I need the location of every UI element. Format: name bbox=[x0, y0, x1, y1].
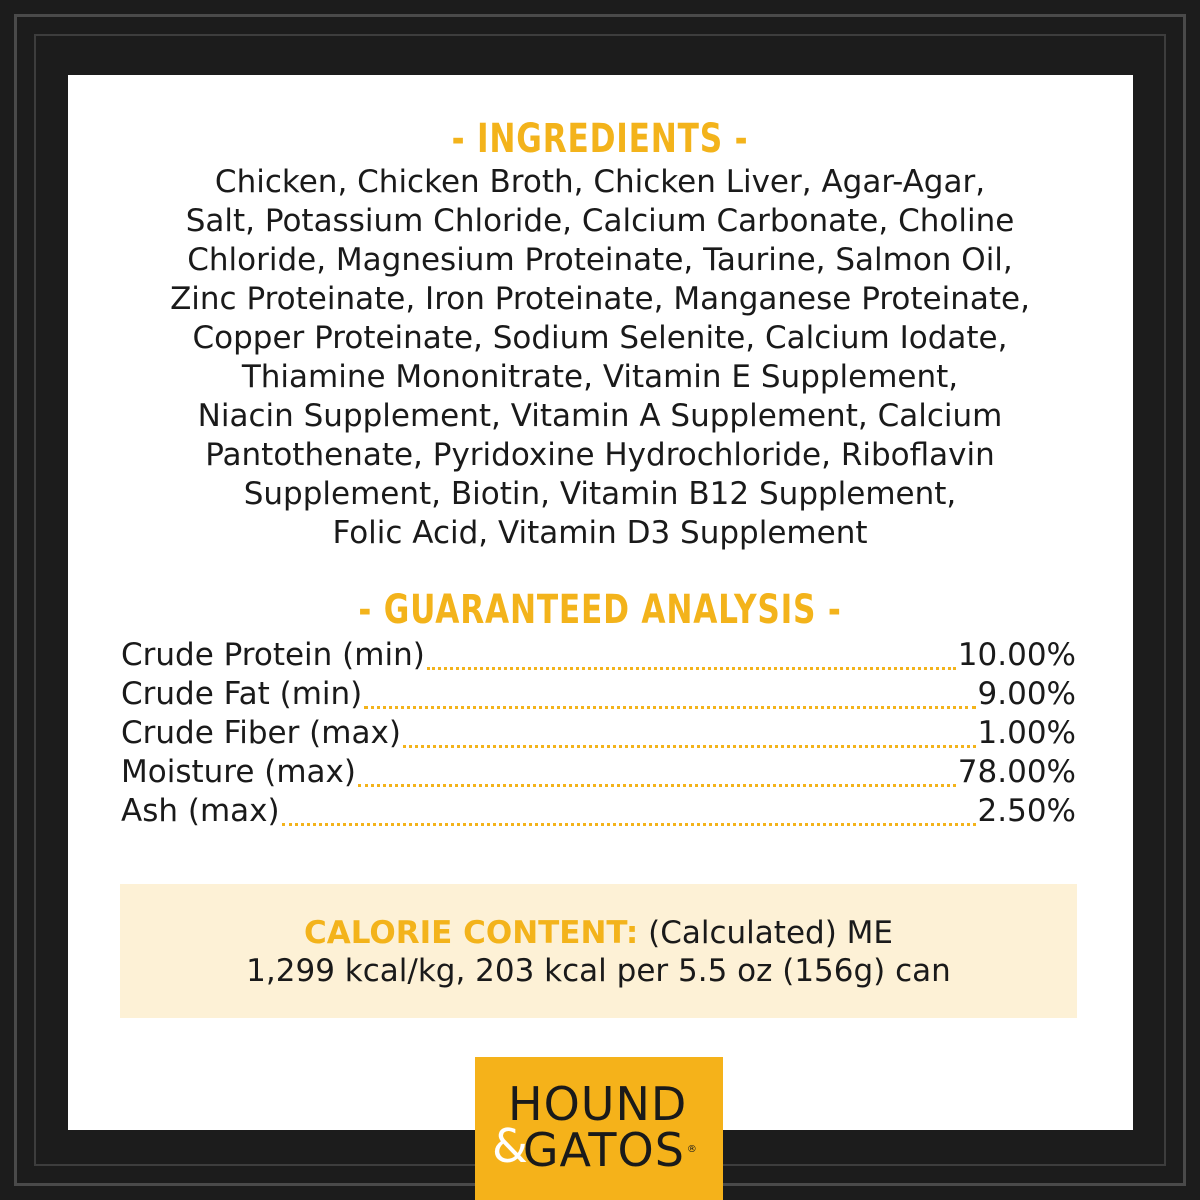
registered-mark: ® bbox=[686, 1144, 698, 1155]
analysis-value: 78.00% bbox=[957, 754, 1076, 790]
logo-word: GATOS bbox=[522, 1123, 685, 1177]
logo-ampersand: & bbox=[492, 1119, 529, 1173]
ingredients-list bbox=[90, 163, 1110, 553]
ingredients-line: Supplement, Biotin, Vitamin B12 Supplement, bbox=[243, 476, 957, 512]
analysis-table bbox=[121, 637, 1076, 832]
ingredients-heading: - INGREDIENTS - bbox=[451, 116, 749, 162]
calorie-method: (Calculated) ME bbox=[638, 915, 893, 951]
ingredients-line: Thiamine Mononitrate, Vitamin E Supplement, bbox=[241, 359, 959, 395]
dot-leader bbox=[358, 784, 956, 787]
analysis-value: 9.00% bbox=[977, 676, 1076, 712]
analysis-row bbox=[121, 676, 1076, 715]
analysis-label: Crude Fiber (max) bbox=[121, 715, 401, 751]
analysis-value: 10.00% bbox=[957, 637, 1076, 673]
dot-leader bbox=[282, 823, 976, 826]
ingredients-line: Salt, Potassium Chloride, Calcium Carbonate, Choline bbox=[185, 203, 1015, 239]
analysis-row bbox=[121, 715, 1076, 754]
analysis-label: Moisture (max) bbox=[121, 754, 356, 790]
calorie-label: CALORIE CONTENT: bbox=[304, 915, 639, 951]
calorie-content-box bbox=[120, 884, 1077, 1018]
ingredients-line: Pantothenate, Pyridoxine Hydrochloride, Riboflavin bbox=[205, 437, 995, 473]
logo-line-2 bbox=[475, 1119, 723, 1177]
analysis-label: Crude Protein (min) bbox=[121, 637, 425, 673]
analysis-heading: - GUARANTEED ANALYSIS - bbox=[358, 587, 842, 633]
calorie-line-1 bbox=[120, 914, 1077, 952]
analysis-value: 1.00% bbox=[977, 715, 1076, 751]
dot-leader bbox=[427, 667, 956, 670]
analysis-label: Ash (max) bbox=[121, 793, 280, 829]
calorie-line-2: 1,299 kcal/kg, 203 kcal per 5.5 oz (156g) can bbox=[246, 953, 951, 989]
analysis-row bbox=[121, 637, 1076, 676]
ingredients-line: Zinc Proteinate, Iron Proteinate, Manganese Proteinate, bbox=[170, 281, 1030, 317]
dot-leader bbox=[403, 745, 976, 748]
brand-logo bbox=[475, 1057, 723, 1200]
ingredients-line: Folic Acid, Vitamin D3 Supplement bbox=[332, 515, 868, 551]
analysis-label: Crude Fat (min) bbox=[121, 676, 363, 712]
dot-leader bbox=[364, 706, 975, 709]
ingredients-line: Chicken, Chicken Broth, Chicken Liver, Agar-Agar, bbox=[214, 164, 986, 200]
ingredients-line: Chloride, Magnesium Proteinate, Taurine, Salmon Oil, bbox=[187, 242, 1013, 278]
analysis-row bbox=[121, 793, 1076, 832]
analysis-value: 2.50% bbox=[977, 793, 1076, 829]
ingredients-line: Copper Proteinate, Sodium Selenite, Calcium Iodate, bbox=[192, 320, 1008, 356]
ingredients-line: Niacin Supplement, Vitamin A Supplement, Calcium bbox=[197, 398, 1003, 434]
logo-line-1: HOUND bbox=[508, 1077, 688, 1131]
analysis-row bbox=[121, 754, 1076, 793]
